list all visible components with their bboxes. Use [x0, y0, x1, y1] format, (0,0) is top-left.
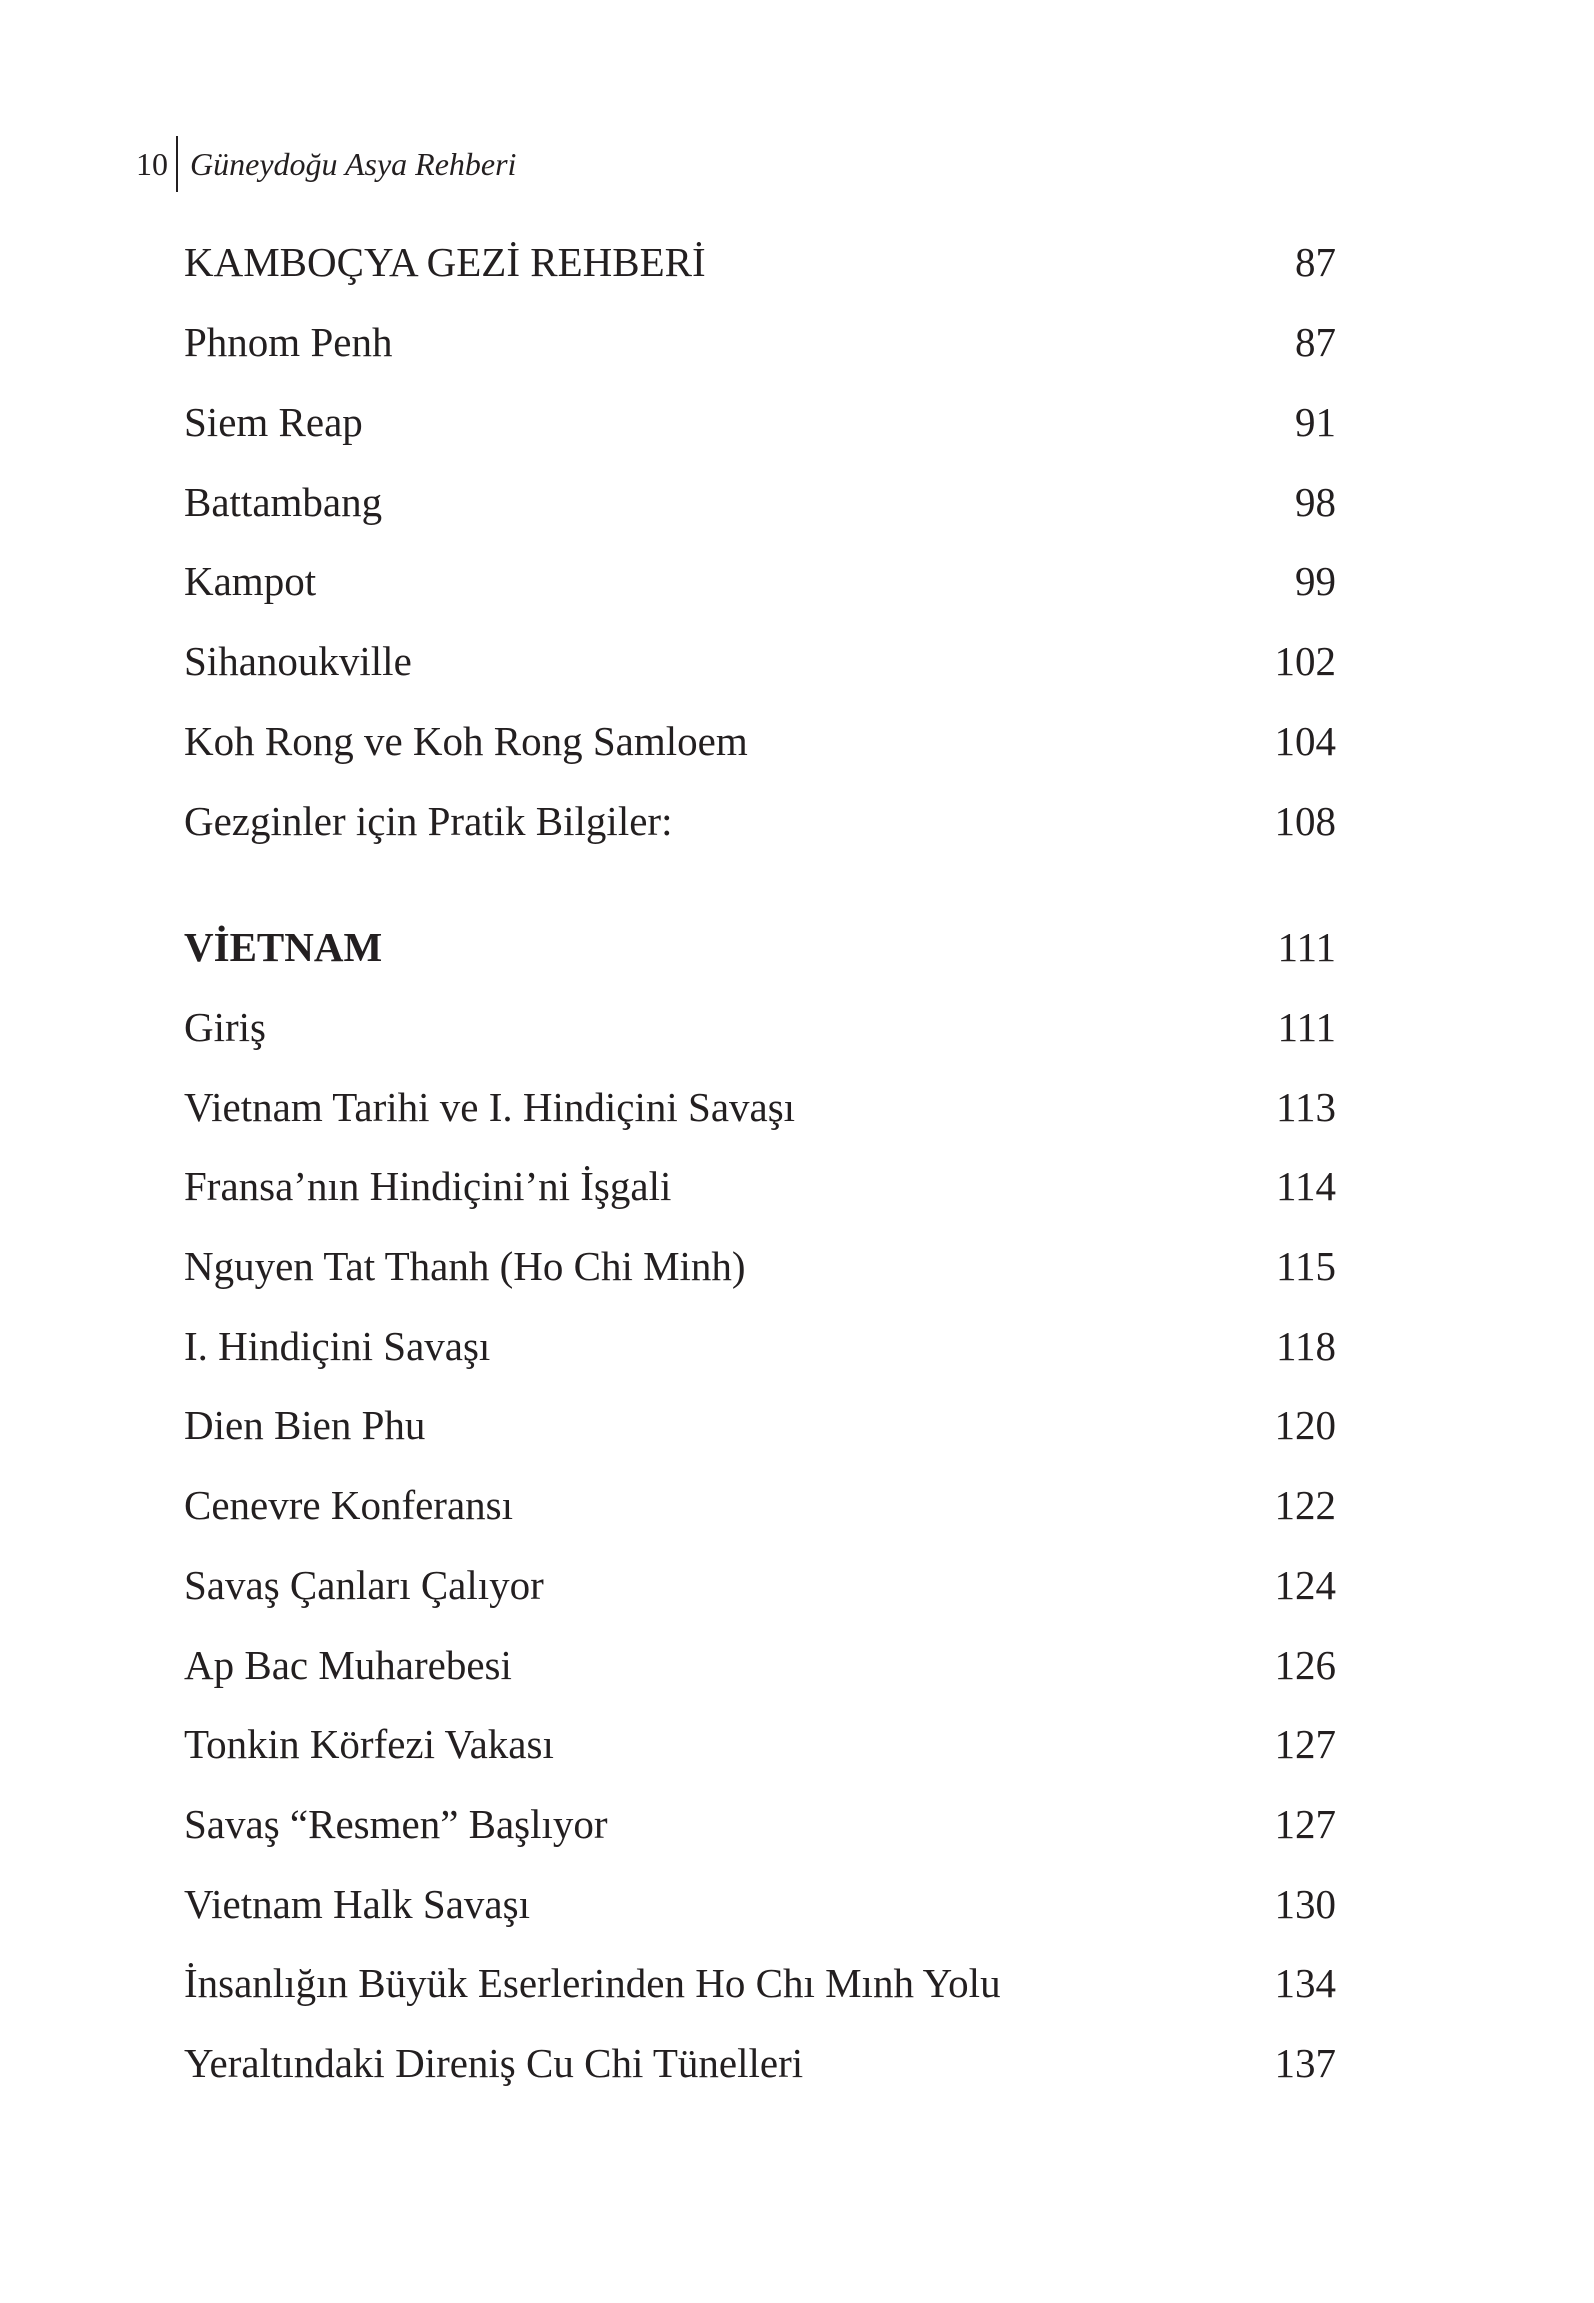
toc-entry[interactable]	[184, 1316, 1336, 1376]
toc-entry-page: 111	[1277, 1003, 1336, 1050]
toc-entry-page: 134	[1274, 1959, 1336, 2006]
header-divider	[176, 136, 178, 192]
toc-entry-title: Koh Rong ve Koh Rong Samloem	[184, 717, 748, 764]
toc-entry-title: Siem Reap	[184, 398, 363, 445]
toc-entry-page: 126	[1274, 1641, 1336, 1688]
toc-entry[interactable]	[184, 1555, 1336, 1615]
toc-entry-title: Vietnam Halk Savaşı	[184, 1880, 530, 1927]
page-number: 10	[136, 146, 168, 182]
toc-entry-title: Ap Bac Muharebesi	[184, 1641, 512, 1688]
toc-entry-page: 120	[1274, 1401, 1336, 1448]
toc-entry-title: VİETNAM	[184, 923, 383, 970]
toc-entry-page: 111	[1277, 923, 1336, 970]
toc-entry-title: KAMBOÇYA GEZİ REHBERİ	[184, 238, 706, 285]
toc-entry-title: Yeraltındaki Direniş Cu Chi Tünelleri	[184, 2039, 804, 2086]
toc-entry-title: İnsanlığın Büyük Eserlerinden Ho Chı Mınh Yolu	[184, 1959, 1001, 2006]
toc-entry[interactable]	[184, 1236, 1336, 1296]
toc-entry-page: 118	[1276, 1322, 1336, 1369]
toc-entry[interactable]	[184, 472, 1336, 532]
toc-entry-page: 114	[1276, 1162, 1336, 1209]
toc-entry-title: Dien Bien Phu	[184, 1401, 426, 1448]
toc-entry-page: 115	[1276, 1242, 1336, 1289]
toc-entry-title: Sihanoukville	[184, 637, 412, 684]
toc-entry[interactable]	[184, 1156, 1336, 1216]
toc-entry-kamboçya-heading[interactable]	[184, 232, 1336, 292]
toc-entry-title: Savaş “Resmen” Başlıyor	[184, 1800, 608, 1847]
toc-entry-page: 108	[1274, 797, 1336, 844]
toc-entry[interactable]	[184, 1077, 1336, 1137]
toc-entry[interactable]	[184, 1714, 1336, 1774]
toc-entry-page: 127	[1274, 1800, 1336, 1847]
toc-entry[interactable]	[184, 392, 1336, 452]
toc-entry-page: 104	[1274, 717, 1336, 764]
toc-entry-title: Phnom Penh	[184, 318, 393, 365]
toc-entry-page: 98	[1295, 478, 1336, 525]
toc-entry-page: 91	[1295, 398, 1336, 445]
toc-entry-page: 137	[1274, 2039, 1336, 2086]
toc-entry-title: Tonkin Körfezi Vakası	[184, 1720, 554, 1767]
toc-entry-title: Vietnam Tarihi ve I. Hindiçini Savaşı	[184, 1083, 796, 1130]
toc-entry-title: Cenevre Konferansı	[184, 1481, 514, 1528]
toc-entry-page: 122	[1274, 1481, 1336, 1528]
toc-entry-page: 124	[1274, 1561, 1336, 1608]
toc-entry[interactable]	[184, 791, 1336, 851]
toc-entry-page: 130	[1274, 1880, 1336, 1927]
toc-entry-page: 87	[1295, 318, 1336, 365]
toc-entry[interactable]	[184, 1395, 1336, 1455]
toc-entry[interactable]	[184, 1874, 1336, 1934]
toc-entry-title: Nguyen Tat Thanh (Ho Chi Minh)	[184, 1242, 746, 1289]
toc-entry-page: 87	[1295, 238, 1336, 285]
toc-entry[interactable]	[184, 997, 1336, 1057]
toc-entry-title: Kampot	[184, 557, 317, 604]
toc-entry-page: 102	[1274, 637, 1336, 684]
book-title: Güneydoğu Asya Rehberi	[190, 146, 517, 182]
toc-entry[interactable]	[184, 1794, 1336, 1854]
toc-entry[interactable]	[184, 1953, 1336, 2013]
toc-entry-title: Gezginler için Pratik Bilgiler:	[184, 797, 673, 844]
toc-entry-page: 113	[1276, 1083, 1336, 1130]
toc-entry[interactable]	[184, 711, 1336, 771]
toc-entry-vietnam-heading[interactable]	[184, 917, 1336, 977]
toc-entry-page: 99	[1295, 557, 1336, 604]
toc-entry[interactable]	[184, 1635, 1336, 1695]
running-header	[136, 136, 516, 192]
toc-entry-page: 127	[1274, 1720, 1336, 1767]
toc-entry[interactable]	[184, 1475, 1336, 1535]
toc-entry-title: I. Hindiçini Savaşı	[184, 1322, 491, 1369]
toc-entry[interactable]	[184, 312, 1336, 372]
toc-entry-title: Savaş Çanları Çalıyor	[184, 1561, 544, 1608]
toc-entry-title: Battambang	[184, 478, 383, 525]
toc-entry[interactable]	[184, 631, 1336, 691]
toc-entry-title: Fransa’nın Hindiçini’ni İşgali	[184, 1162, 672, 1209]
toc-entry[interactable]	[184, 551, 1336, 611]
toc-entry-title: Giriş	[184, 1003, 266, 1050]
toc-entry[interactable]	[184, 2033, 1336, 2093]
